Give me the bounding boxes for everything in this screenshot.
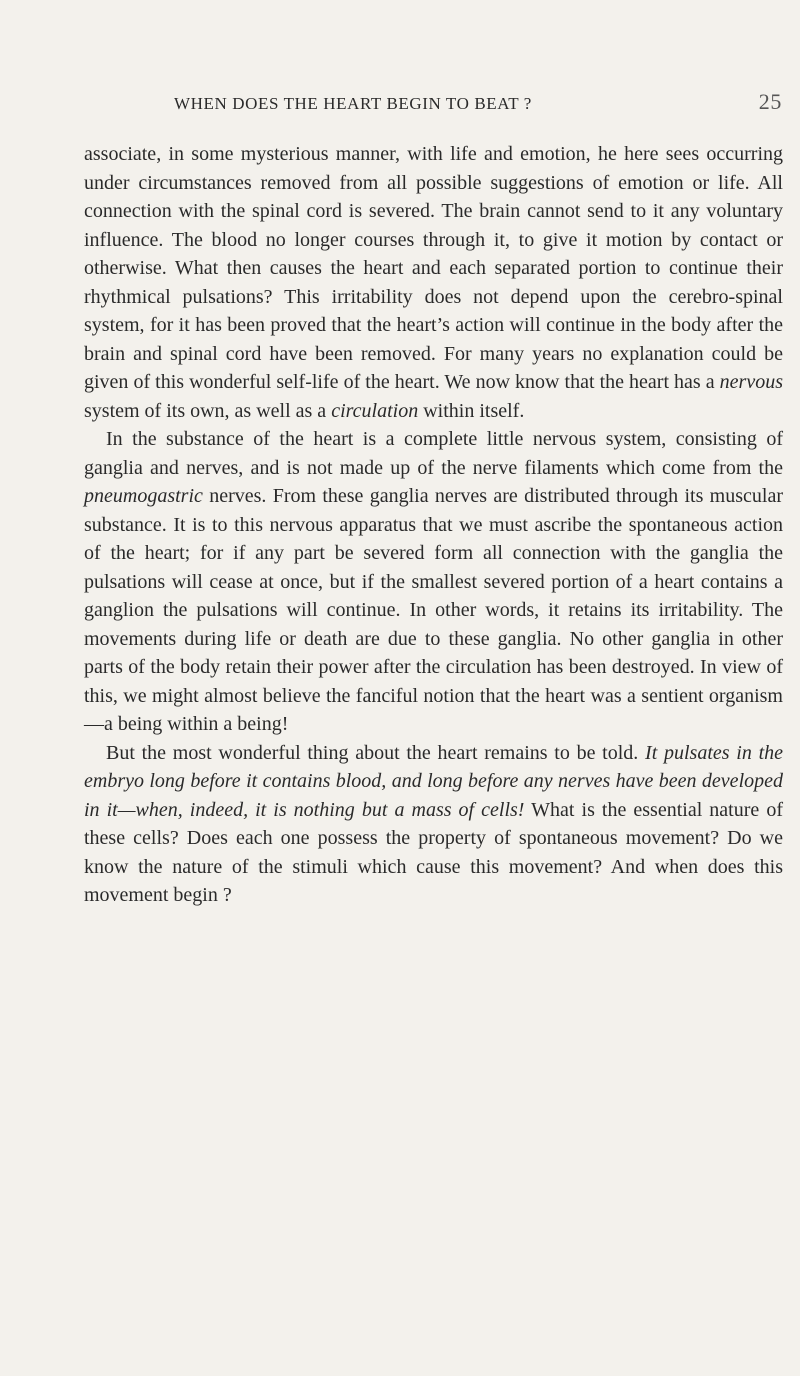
text-run: In the substance of the heart is a complete little nervous system, consisting of ganglia and nerves, and is not made up of the nerve filaments which come from the [84,428,783,479]
text-run: But the most wonderful thing about the heart remains to be told. [106,741,646,764]
italic-text: circulation [331,399,419,422]
text-run: system of its own, as well as a [84,399,332,422]
running-head-title: WHEN DOES THE HEART BEGIN TO BEAT ? [174,94,532,113]
text-run: within itself. [418,399,525,422]
italic-text: It pulsates in the embryo long before it contains blood, and long before any nerves have been developed in it—when, indeed, it is nothing but a mass of cells! [84,741,784,821]
text-run: What is the essential nature of these cells? Does each one possess the property of spontaneous movement? Do we know the nature of the stimuli which cause this movement? And when does this movement begin ? [84,798,783,906]
italic-text: nervous [719,371,783,393]
italic-text: pneumogastric [84,485,203,507]
running-head [60,89,782,122]
text-run: nerves. From these ganglia nerves are distributed through its muscular substance. It is to this nervous apparatus that we must ascribe the spontaneous action of the heart; for if any part be severed form all connection with the ganglia the pulsations will cease at once, but if the smallest severed portion of a heart contains a ganglion the pulsations will continue. In other words, it retains its irritability. The movements during life or death are due to these ganglia. No other ganglia in other parts of the body retain their power after the circulation has been destroyed. In view of this, we might almost believe the fanciful notion that the heart was a sentient organism—a being within a being! [84,485,783,735]
paragraph [84,425,783,739]
page-number: 25 [758,89,782,114]
paragraph [84,140,783,425]
body-text [84,140,783,910]
text-run: associate, in some mysterious manner, with life and emotion, he here sees occurring under circumstances removed from all possible suggestions of emotion or life. All connection with the spinal cord is severed. The brain cannot send to it any voluntary influence. The blood no longer courses through it, to give it motion by contact or otherwise. What then causes the heart and each separated portion to continue their rhythmical pulsations? This irritability does not depend upon the cerebro-spinal system, for it has been proved that the heart’s action will continue in the body after the brain and spinal cord have been removed. For many years no explanation could be given of this wonderful self-life of the heart. We now know that the heart has a [84,143,783,393]
paragraph [84,739,783,910]
